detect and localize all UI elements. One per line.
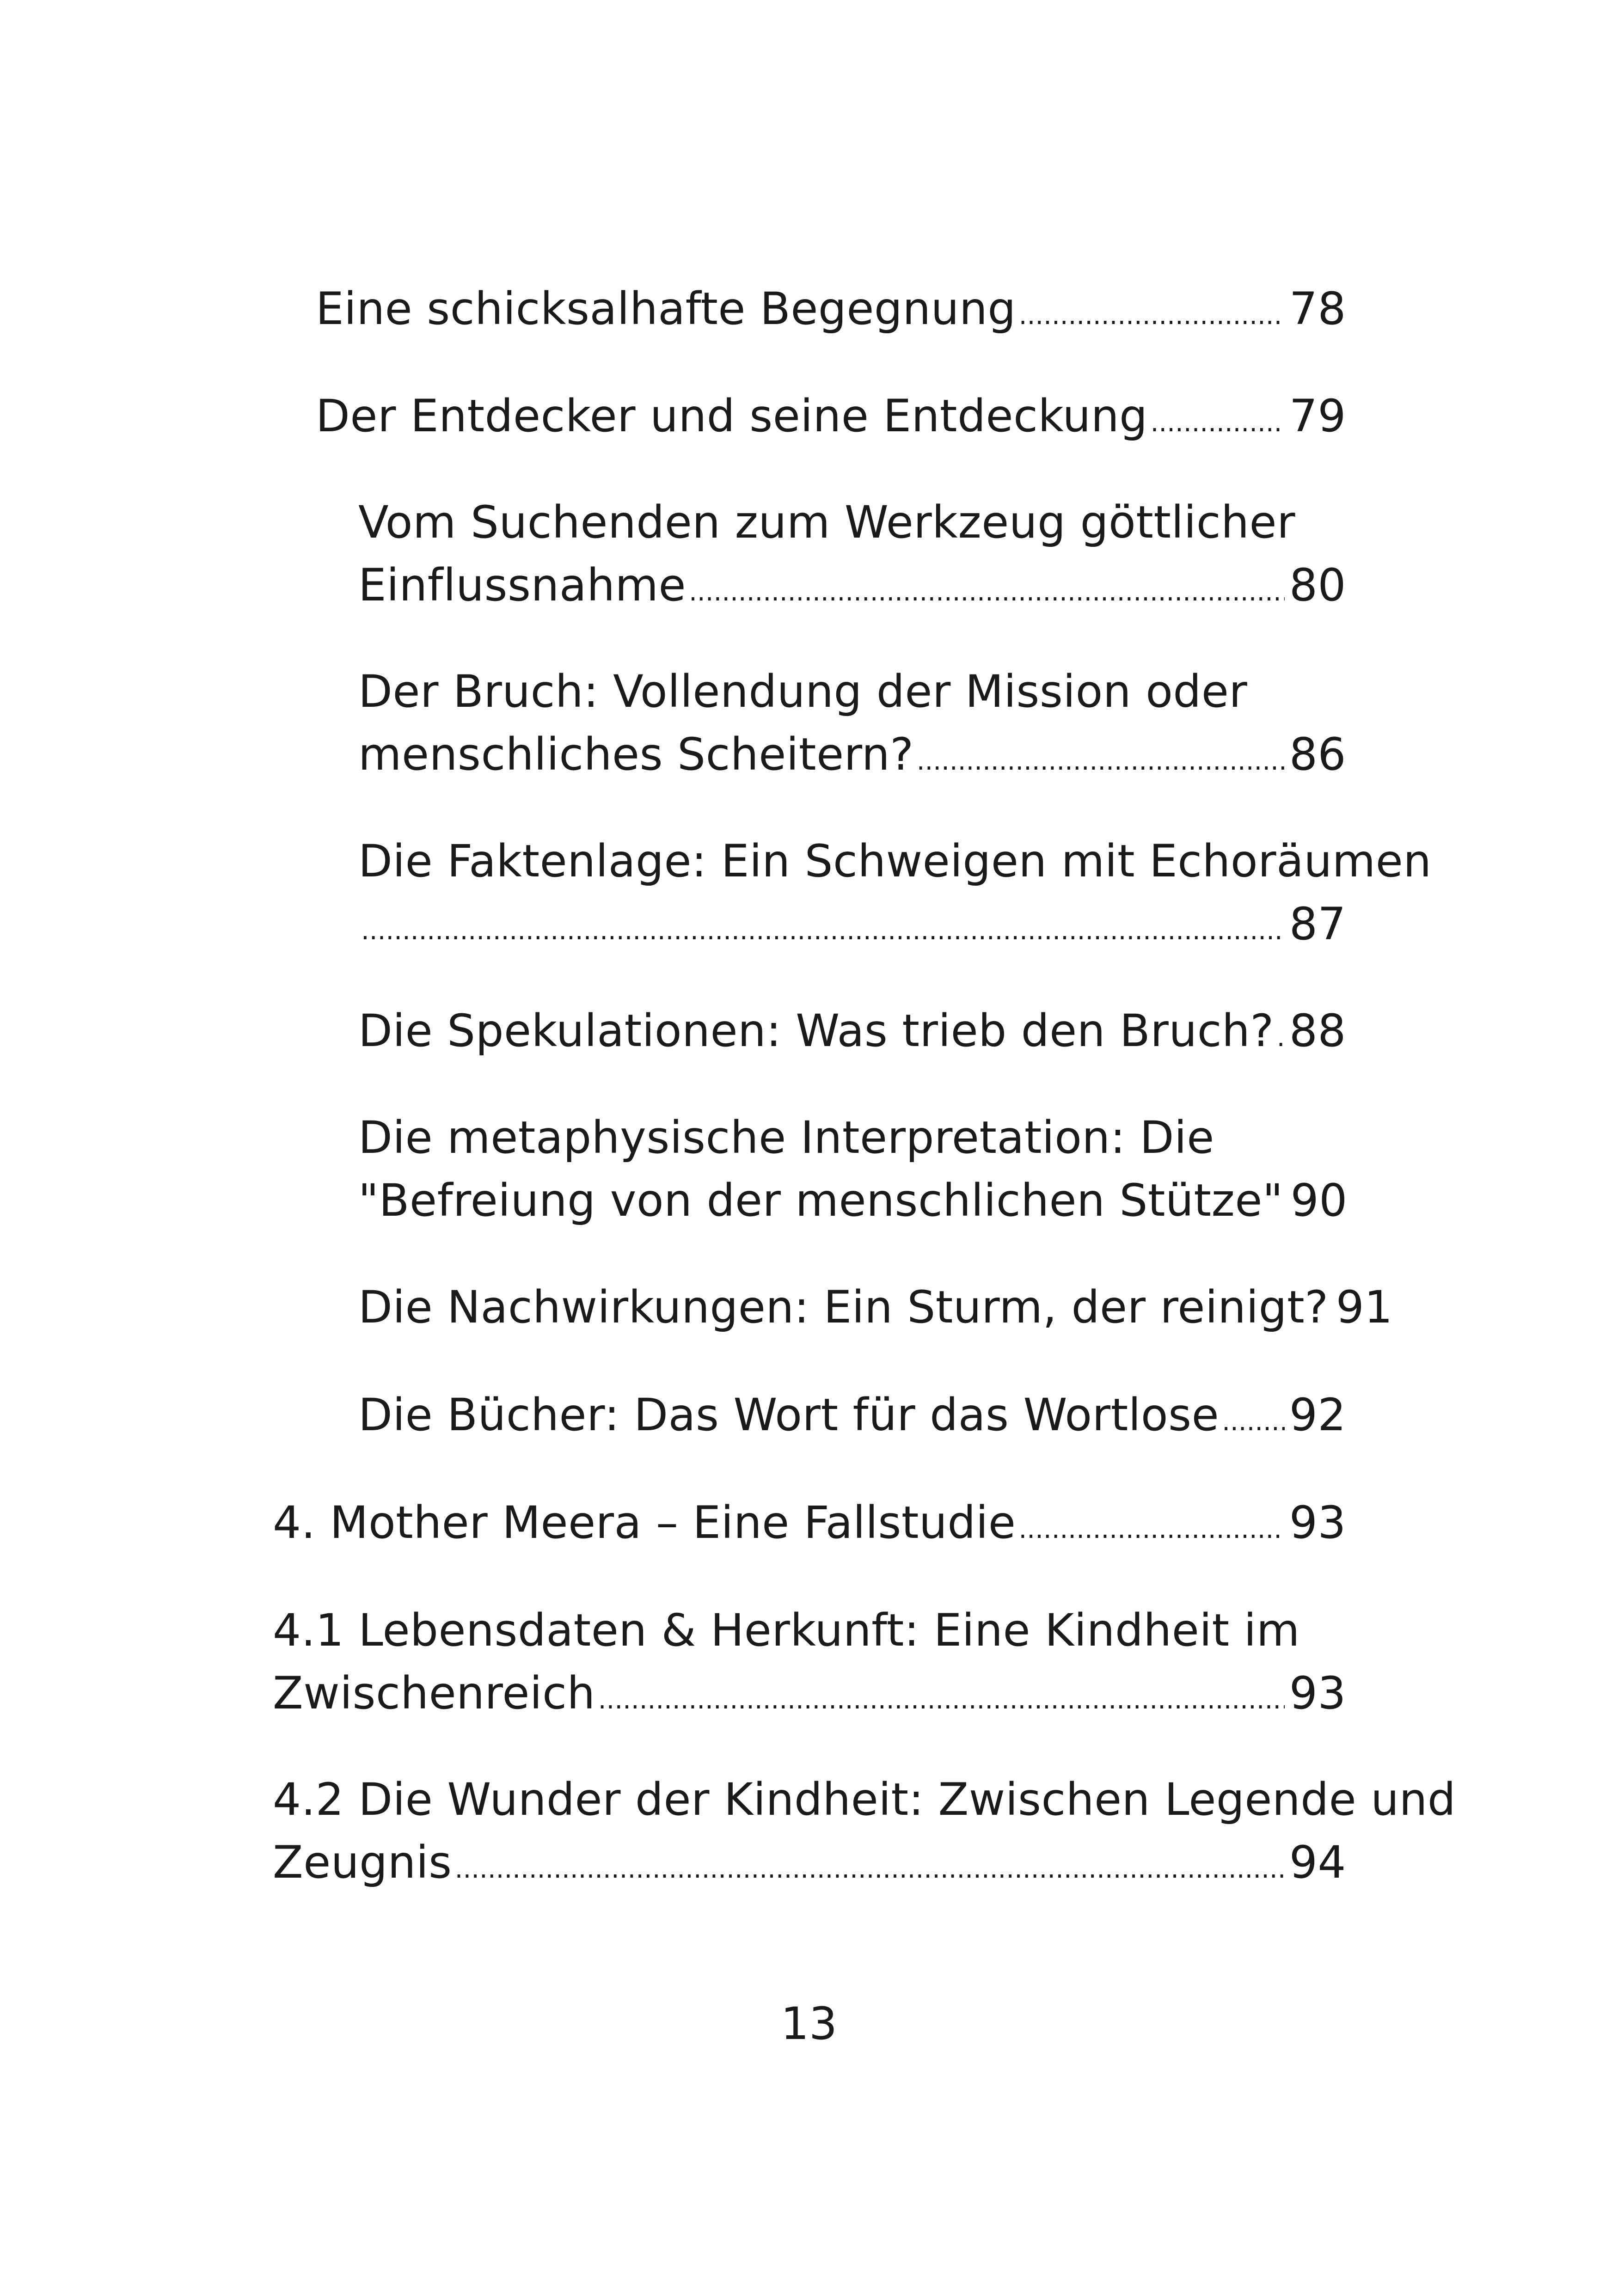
dot-leader <box>361 900 1285 962</box>
toc-entry-line <box>358 999 1346 1069</box>
toc-entry-title: 4. Mother Meera – Eine Fallstudie <box>273 1497 1016 1549</box>
toc-entry-page: 80 <box>1289 559 1346 611</box>
toc-entry-line <box>358 1384 1346 1453</box>
dot-leader <box>1277 1006 1285 1069</box>
toc-entry-line <box>273 1662 1346 1732</box>
dot-leader <box>917 730 1285 793</box>
toc-entry-title: Die Faktenlage: Ein Schweigen mit Echoräumen <box>358 835 1432 887</box>
toc-entry-line <box>316 385 1346 454</box>
toc-entry-page: 93 <box>1289 1667 1346 1719</box>
toc-entry-page: 88 <box>1289 1005 1346 1057</box>
toc-entry-line <box>358 1276 1393 1346</box>
toc-entry-title: 4.1 Lebensdaten & Herkunft: Eine Kindheit im <box>273 1604 1300 1656</box>
toc-entry-line <box>358 1169 1346 1239</box>
toc-entry[interactable] <box>273 1599 1346 1732</box>
toc-entry-title: Die Spekulationen: Was trieb den Bruch? <box>358 1005 1274 1057</box>
toc-entry[interactable] <box>273 1491 1346 1561</box>
toc-entry-title: Der Bruch: Vollendung der Mission oder <box>358 666 1248 717</box>
toc-entry-page: 86 <box>1289 729 1346 780</box>
toc-entry[interactable] <box>358 1106 1346 1239</box>
dot-leader <box>1222 1390 1285 1453</box>
toc-entry[interactable] <box>273 1768 1456 1901</box>
toc-entry-line <box>273 1831 1346 1901</box>
page-number: 13 <box>780 1998 838 2050</box>
dot-leader <box>689 561 1285 624</box>
toc-entry-page: 91 <box>1336 1281 1393 1333</box>
dot-leader <box>598 1669 1285 1732</box>
toc-entry[interactable] <box>358 1276 1393 1346</box>
toc-entry-title: Vom Suchenden zum Werkzeug göttlicher <box>358 496 1296 548</box>
toc-entry-line <box>316 277 1346 347</box>
toc-entry-title: Die metaphysische Interpretation: Die <box>358 1112 1214 1163</box>
toc-entry-line <box>358 723 1346 793</box>
toc-entry-line <box>273 1491 1346 1561</box>
toc-entry-title: Die Bücher: Das Wort für das Wortlose <box>358 1389 1220 1441</box>
toc-entry-page: 92 <box>1289 1389 1346 1441</box>
toc-entry-page: 93 <box>1289 1497 1346 1549</box>
dot-leader <box>1019 284 1285 347</box>
dot-leader <box>455 1838 1285 1901</box>
dot-leader <box>1018 1498 1284 1561</box>
toc-entry-title-continued: Einflussnahme <box>358 559 686 611</box>
toc-entry[interactable] <box>358 830 1432 962</box>
toc-entry-title: Der Entdecker und seine Entdeckung <box>316 390 1148 442</box>
toc-entry-page: 87 <box>1289 898 1346 950</box>
toc-entry-title-continued: "Befreiung von der menschlichen Stütze" <box>358 1175 1283 1226</box>
toc-entry-page: 78 <box>1289 283 1346 335</box>
toc-entry-title-continued: menschliches Scheitern? <box>358 729 914 780</box>
toc-entry-line <box>358 554 1346 624</box>
toc-entry[interactable] <box>358 1384 1346 1453</box>
toc-entry-page: 90 <box>1290 1175 1348 1226</box>
toc-entry-line <box>358 893 1346 962</box>
toc-entry[interactable] <box>358 491 1346 624</box>
toc-entry-title: Eine schicksalhafte Begegnung <box>316 283 1016 335</box>
dot-leader <box>1151 392 1285 454</box>
toc-entry-page: 94 <box>1289 1837 1346 1888</box>
toc-entry[interactable] <box>358 660 1346 793</box>
toc-entry-title-continued: Zwischenreich <box>273 1667 595 1719</box>
toc-entry-title-continued: Zeugnis <box>273 1837 452 1888</box>
toc-entry-title: Die Nachwirkungen: Ein Sturm, der reinigt? <box>358 1281 1329 1333</box>
toc-entry-page: 79 <box>1289 390 1346 442</box>
toc-entry[interactable] <box>316 385 1346 454</box>
toc-entry[interactable] <box>358 999 1346 1069</box>
toc-entry[interactable] <box>316 277 1346 347</box>
toc-entry-title: 4.2 Die Wunder der Kindheit: Zwischen Legende und <box>273 1774 1456 1825</box>
